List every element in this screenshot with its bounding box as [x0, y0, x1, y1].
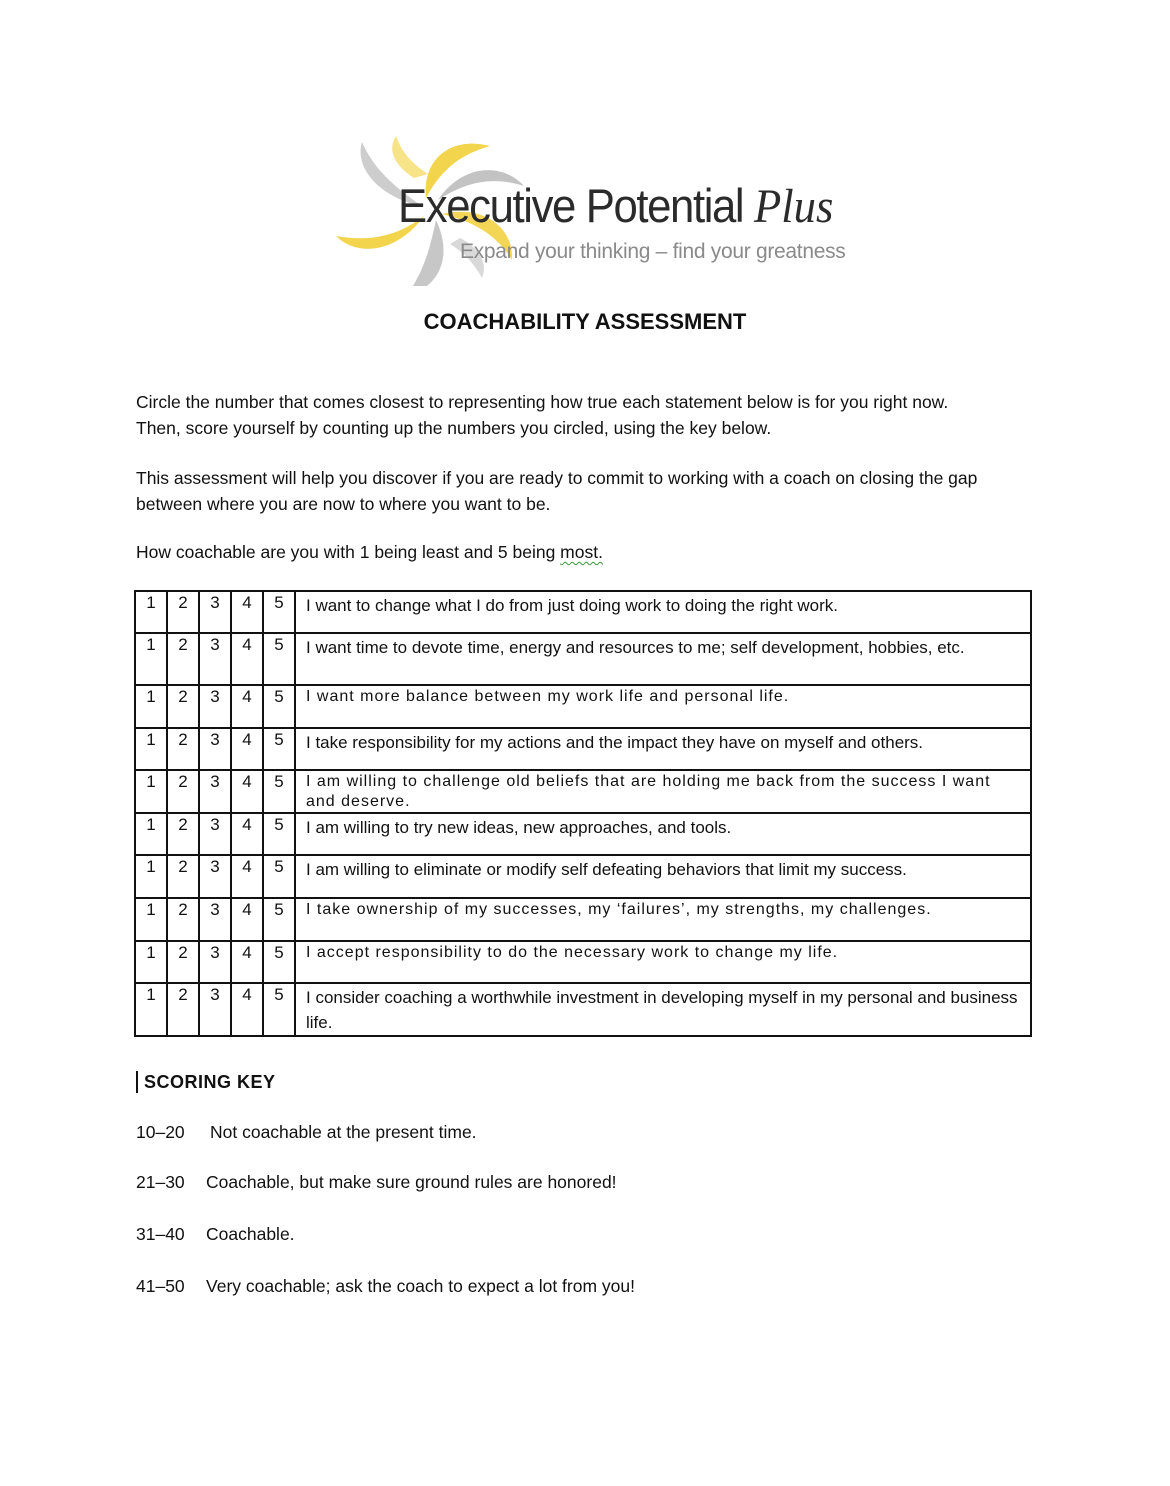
rating-option-2[interactable]: 2: [167, 633, 199, 685]
scoring-row: [136, 1172, 617, 1193]
intro-paragraph-instructions: [136, 389, 1036, 441]
rating-option-3[interactable]: 3: [199, 685, 231, 728]
rating-option-3[interactable]: 3: [199, 983, 231, 1036]
score-range: 31–40: [136, 1224, 185, 1244]
rating-option-1[interactable]: 1: [135, 983, 167, 1036]
rating-option-4[interactable]: 4: [231, 813, 263, 855]
assessment-row: [135, 728, 1031, 770]
score-range: 21–30: [136, 1172, 185, 1192]
score-meaning: Not coachable at the present time.: [210, 1122, 477, 1142]
rating-option-1[interactable]: 1: [135, 813, 167, 855]
rating-option-5[interactable]: 5: [263, 855, 295, 898]
rating-option-3[interactable]: 3: [199, 855, 231, 898]
assessment-statement: I am willing to eliminate or modify self defeating behaviors that limit my success.: [295, 855, 1031, 898]
assessment-statement: I want more balance between my work life and personal life.: [295, 685, 1031, 728]
rating-option-5[interactable]: 5: [263, 983, 295, 1036]
assessment-statement: I consider coaching a worthwhile investment in developing myself in my personal and business life.: [295, 983, 1031, 1036]
intro-line: Then, score yourself by counting up the numbers you circled, using the key below.: [136, 418, 772, 438]
rating-option-4[interactable]: 4: [231, 983, 263, 1036]
assessment-statement: I accept responsibility to do the necessary work to change my life.: [295, 941, 1031, 983]
rating-option-3[interactable]: 3: [199, 633, 231, 685]
rating-option-2[interactable]: 2: [167, 591, 199, 633]
score-meaning: Very coachable; ask the coach to expect a lot from you!: [206, 1276, 635, 1296]
rating-option-3[interactable]: 3: [199, 898, 231, 941]
intro-line: Circle the number that comes closest to representing how true each statement below is for you right now.: [136, 392, 949, 412]
intro-paragraph-scale: [136, 539, 1036, 565]
rating-option-2[interactable]: 2: [167, 728, 199, 770]
rating-option-2[interactable]: 2: [167, 770, 199, 813]
assessment-row: [135, 855, 1031, 898]
rating-option-4[interactable]: 4: [231, 591, 263, 633]
assessment-statement: I take responsibility for my actions and the impact they have on myself and others.: [295, 728, 1031, 770]
rating-option-1[interactable]: 1: [135, 855, 167, 898]
score-meaning: Coachable, but make sure ground rules are honored!: [206, 1172, 617, 1192]
rating-option-4[interactable]: 4: [231, 728, 263, 770]
rating-option-2[interactable]: 2: [167, 855, 199, 898]
rating-option-4[interactable]: 4: [231, 685, 263, 728]
rating-option-2[interactable]: 2: [167, 898, 199, 941]
scale-prompt-end: most.: [560, 542, 603, 562]
brand-name: Executive Potential Plus: [398, 179, 834, 233]
rating-option-5[interactable]: 5: [263, 591, 295, 633]
assessment-statement: I am willing to challenge old beliefs that are holding me back from the success I want and deserve.: [295, 770, 1031, 813]
assessment-statement: I am willing to try new ideas, new approaches, and tools.: [295, 813, 1031, 855]
brand-tagline: Expand your thinking – find your greatness: [460, 240, 846, 263]
intro-line: This assessment will help you discover if you are ready to commit to working with a coach on closing the gap: [136, 468, 978, 488]
scale-prompt: How coachable are you with 1 being least and 5 being: [136, 542, 561, 562]
rating-option-2[interactable]: 2: [167, 685, 199, 728]
rating-option-3[interactable]: 3: [199, 813, 231, 855]
scoring-key-heading: SCORING KEY: [136, 1071, 276, 1093]
assessment-row: [135, 633, 1031, 685]
rating-option-4[interactable]: 4: [231, 633, 263, 685]
rating-option-1[interactable]: 1: [135, 685, 167, 728]
rating-option-3[interactable]: 3: [199, 728, 231, 770]
rating-option-5[interactable]: 5: [263, 813, 295, 855]
scoring-row: [136, 1122, 477, 1143]
company-logo: [336, 136, 856, 286]
rating-option-3[interactable]: 3: [199, 591, 231, 633]
score-range: 10–20: [136, 1122, 185, 1142]
rating-option-5[interactable]: 5: [263, 633, 295, 685]
assessment-row: [135, 770, 1031, 813]
assessment-row: [135, 983, 1031, 1036]
assessment-statement: I want time to devote time, energy and resources to me; self development, hobbies, etc.: [295, 633, 1031, 685]
rating-option-1[interactable]: 1: [135, 941, 167, 983]
rating-option-1[interactable]: 1: [135, 591, 167, 633]
rating-option-5[interactable]: 5: [263, 685, 295, 728]
rating-option-4[interactable]: 4: [231, 770, 263, 813]
rating-option-3[interactable]: 3: [199, 941, 231, 983]
assessment-statement: I want to change what I do from just doing work to doing the right work.: [295, 591, 1031, 633]
assessment-row: [135, 898, 1031, 941]
page-title: COACHABILITY ASSESSMENT: [423, 309, 747, 334]
rating-option-4[interactable]: 4: [231, 898, 263, 941]
assessment-row: [135, 685, 1031, 728]
rating-option-2[interactable]: 2: [167, 983, 199, 1036]
assessment-row: [135, 813, 1031, 855]
rating-option-2[interactable]: 2: [167, 941, 199, 983]
rating-option-5[interactable]: 5: [263, 728, 295, 770]
rating-option-5[interactable]: 5: [263, 941, 295, 983]
assessment-row: [135, 591, 1031, 633]
score-meaning: Coachable.: [206, 1224, 295, 1244]
assessment-table: [134, 590, 1032, 1037]
score-range: 41–50: [136, 1276, 185, 1296]
rating-option-4[interactable]: 4: [231, 855, 263, 898]
assessment-row: [135, 941, 1031, 983]
intro-line: between where you are now to where you want to be.: [136, 494, 551, 514]
scoring-row: [136, 1276, 635, 1297]
intro-paragraph-purpose: [136, 465, 1036, 517]
rating-option-4[interactable]: 4: [231, 941, 263, 983]
rating-option-1[interactable]: 1: [135, 728, 167, 770]
rating-option-2[interactable]: 2: [167, 813, 199, 855]
rating-option-3[interactable]: 3: [199, 770, 231, 813]
rating-option-1[interactable]: 1: [135, 770, 167, 813]
scoring-row: [136, 1224, 295, 1245]
rating-option-5[interactable]: 5: [263, 770, 295, 813]
assessment-statement: I take ownership of my successes, my ‘failures’, my strengths, my challenges.: [295, 898, 1031, 941]
rating-option-5[interactable]: 5: [263, 898, 295, 941]
rating-option-1[interactable]: 1: [135, 898, 167, 941]
rating-option-1[interactable]: 1: [135, 633, 167, 685]
